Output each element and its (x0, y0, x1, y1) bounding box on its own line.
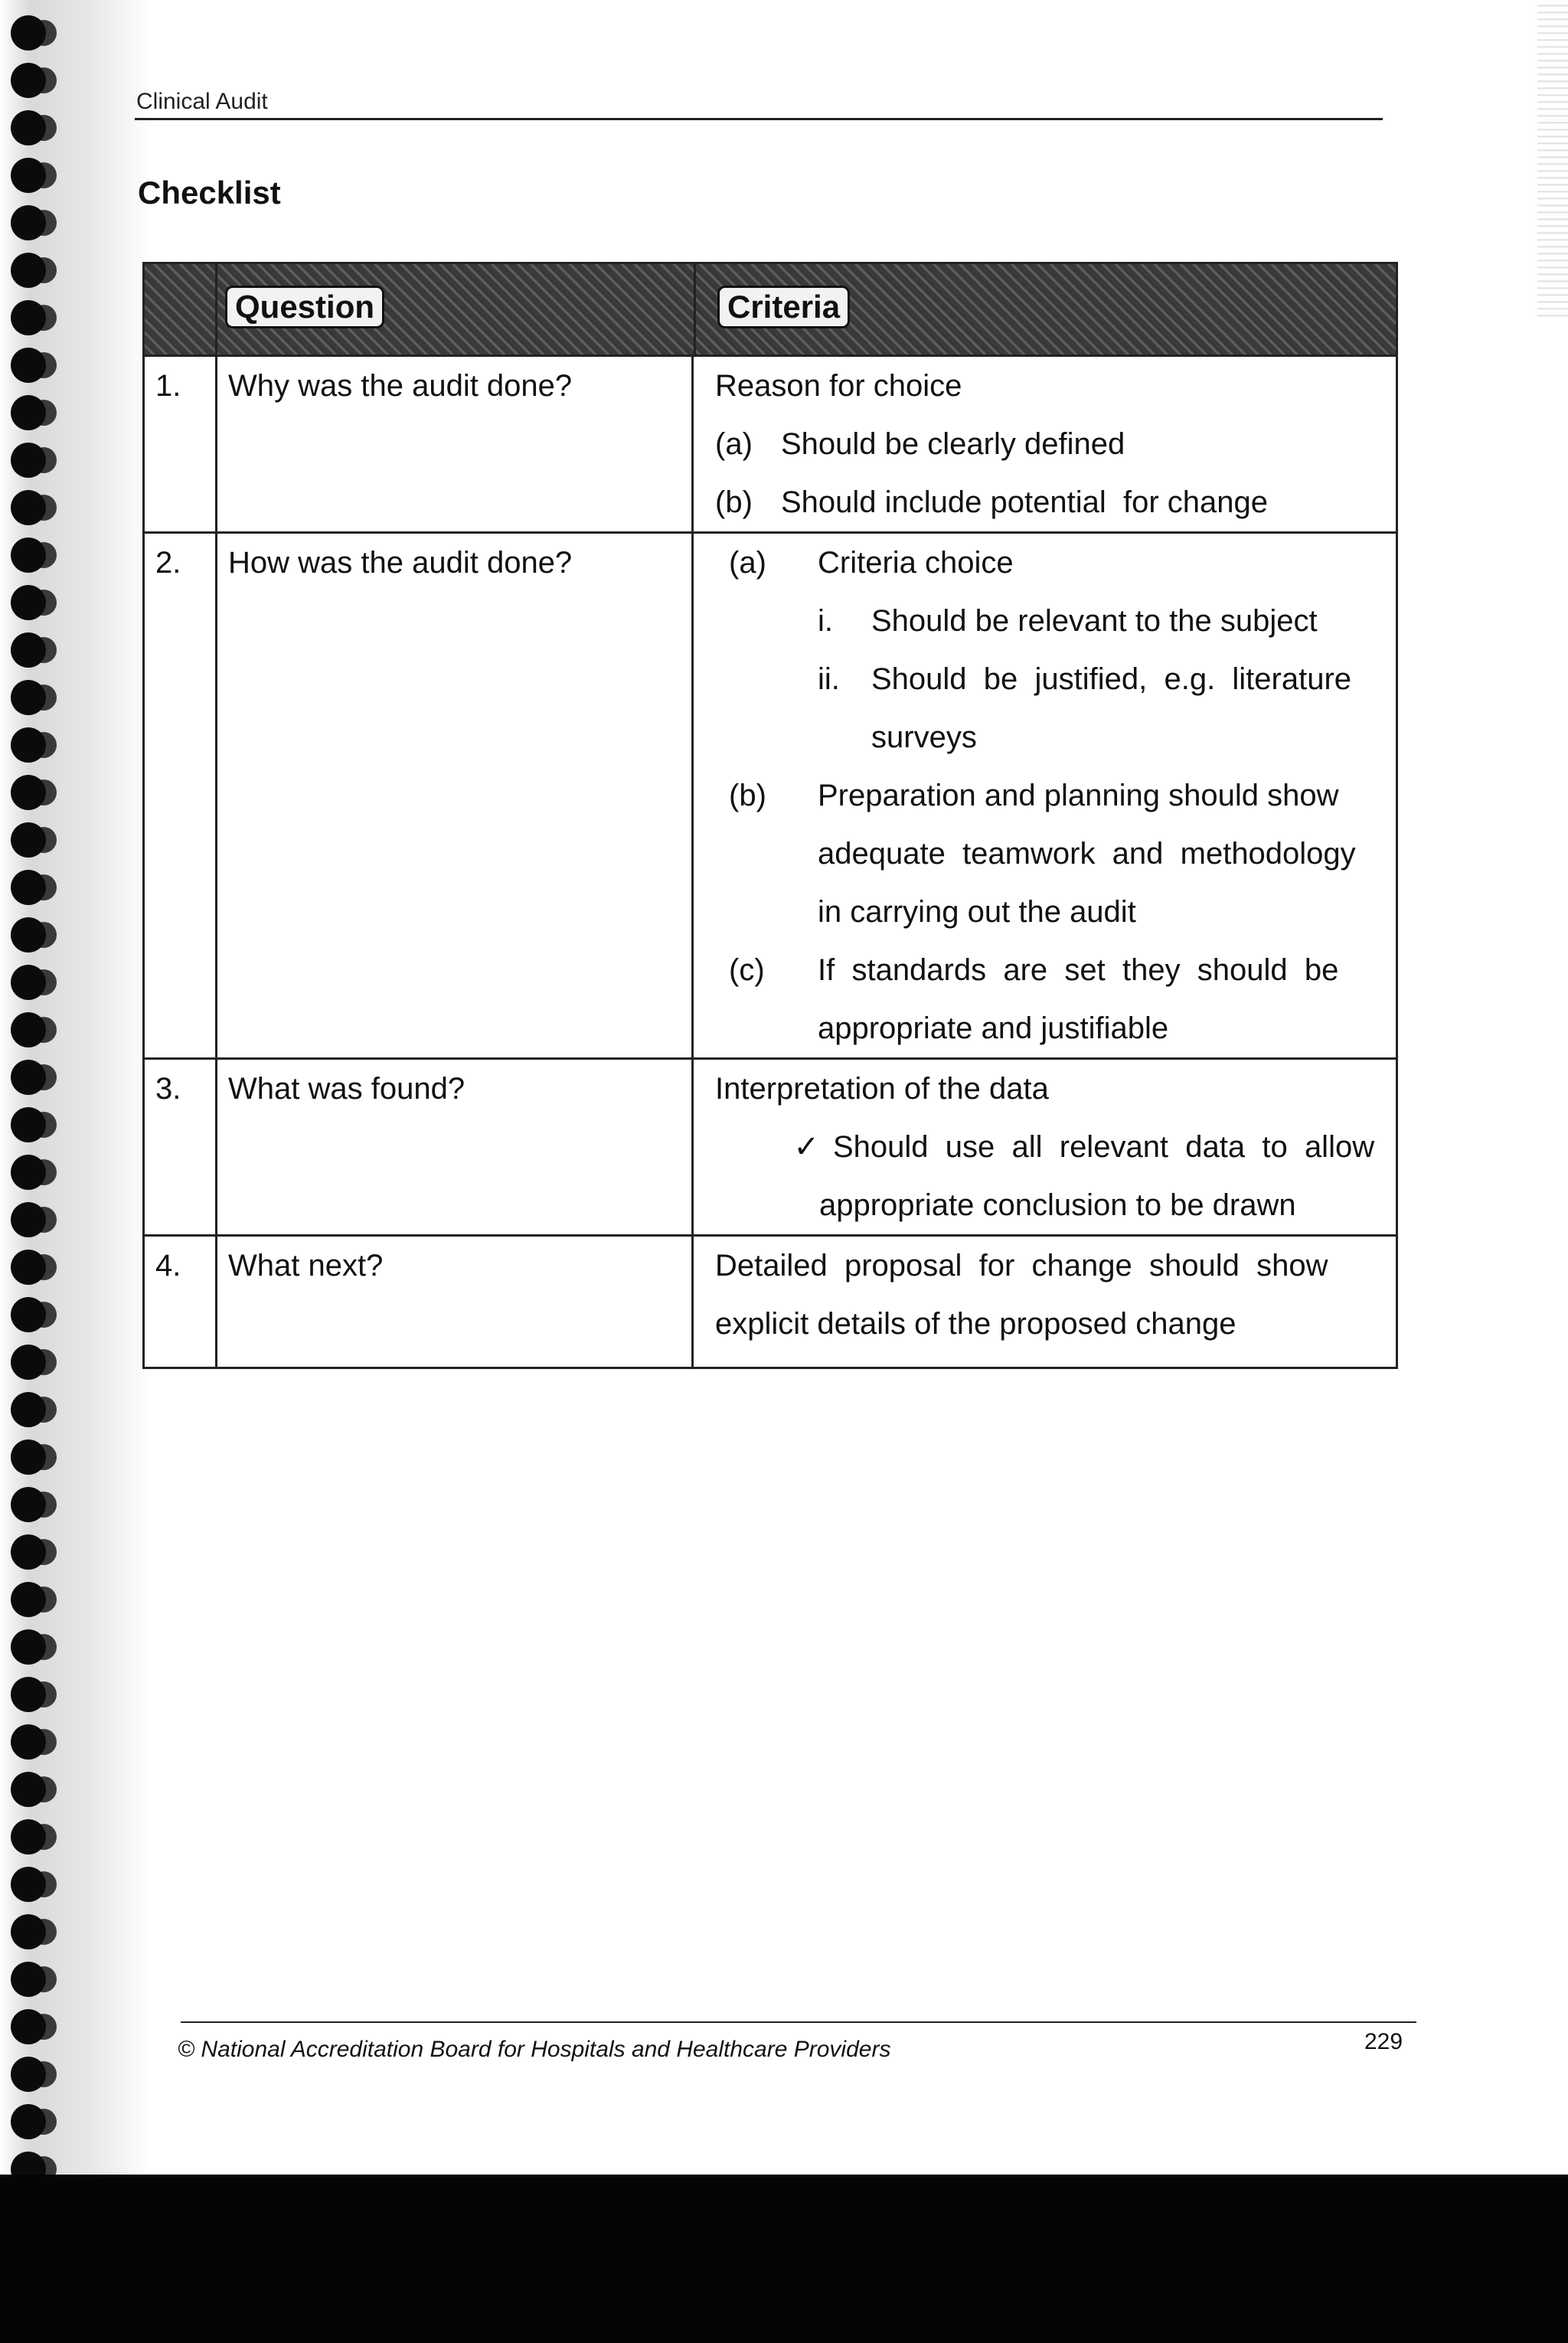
binding-hole (11, 348, 46, 383)
binding-hole (11, 1867, 46, 1902)
subitem-marker: ii. (818, 662, 840, 696)
table-header (145, 264, 1396, 357)
binding-hole (11, 1060, 46, 1095)
binding-hole (11, 965, 46, 1000)
binding-hole (11, 2057, 46, 2092)
subitem-text: Should be justified, e.g. literature (871, 662, 1352, 696)
binding-hole (11, 1914, 46, 1949)
row-number: 2. (155, 546, 181, 580)
item-continuation: in carrying out the audit (818, 895, 1136, 929)
row-question: How was the audit done? (215, 534, 691, 1057)
binding-hole (11, 253, 46, 288)
item-marker: (b) (715, 485, 753, 519)
binding-hole (11, 1819, 46, 1854)
binding-hole (11, 1155, 46, 1190)
binding-hole (11, 2104, 46, 2139)
binding-hole (11, 727, 46, 763)
criteria-item (715, 473, 1388, 531)
binding-hole (11, 1250, 46, 1285)
table-row (145, 1060, 1396, 1237)
binding-hole (11, 1392, 46, 1427)
binding-hole (11, 300, 46, 335)
binding-hole (11, 1439, 46, 1475)
table-row (145, 357, 1396, 534)
item-text: Should include potential for change (781, 485, 1269, 519)
row-question: Why was the audit done? (215, 357, 691, 531)
binding-hole (11, 1202, 46, 1237)
header-number-cell (145, 264, 215, 355)
binding-hole (11, 1772, 46, 1807)
binding-hole (11, 15, 46, 51)
binding-hole (11, 538, 46, 573)
criteria-item (715, 415, 1388, 473)
column-header-criteria: Criteria (717, 286, 850, 328)
item-marker: (a) (729, 546, 766, 580)
binding-hole (11, 870, 46, 905)
binding-hole (11, 1962, 46, 1997)
binding-strip (0, 0, 153, 2343)
binding-hole (11, 63, 46, 98)
binding-hole (11, 775, 46, 810)
item-text: Preparation and planning should show (818, 779, 1339, 812)
header-question-cell (215, 264, 694, 355)
binding-hole (11, 1724, 46, 1760)
binding-hole (11, 1582, 46, 1617)
item-continuation: appropriate and justifiable (818, 1011, 1169, 1045)
row-criteria (691, 1060, 1396, 1234)
check-mark-icon: ✓ (793, 1130, 819, 1164)
header-rule (135, 118, 1383, 120)
binding-hole (11, 110, 46, 145)
subitem-text: Should be relevant to the subject (871, 604, 1318, 638)
subitem-marker: i. (818, 604, 833, 638)
header-criteria-cell (694, 264, 1396, 355)
binding-hole (11, 1297, 46, 1332)
binding-hole (11, 585, 46, 620)
scan-border-bar (0, 2175, 1568, 2343)
criteria-intro: Interpretation of the data (715, 1072, 1049, 1106)
item-marker: (a) (715, 427, 753, 461)
binding-hole (11, 632, 46, 668)
item-text: Criteria choice (818, 546, 1014, 580)
criteria-line: Detailed proposal for change should show (715, 1249, 1328, 1283)
footer-copyright: © National Accreditation Board for Hospitals and Healthcare Providers (178, 2037, 891, 2062)
table-row (145, 1237, 1396, 1367)
criteria-check-item (715, 1118, 1388, 1176)
binding-hole (11, 680, 46, 715)
binding-hole (11, 1534, 46, 1570)
scan-edge-noise (1537, 0, 1568, 322)
column-header-question: Question (225, 286, 384, 328)
criteria-subitem (818, 650, 1388, 708)
item-text: If standards are set they should be (818, 953, 1339, 987)
binding-hole (11, 822, 46, 858)
binding-hole (11, 1012, 46, 1047)
subitem-continuation: surveys (871, 721, 977, 754)
binding-hole (11, 395, 46, 430)
row-number: 3. (155, 1072, 181, 1106)
row-number: 4. (155, 1249, 181, 1283)
row-question: What was found? (215, 1060, 691, 1234)
item-marker: (b) (729, 779, 766, 812)
binding-hole (11, 1487, 46, 1522)
criteria-line: explicit details of the proposed change (715, 1307, 1236, 1341)
binding-hole (11, 1345, 46, 1380)
row-question: What next? (215, 1237, 691, 1367)
binding-hole (11, 1107, 46, 1142)
binding-hole (11, 917, 46, 953)
row-number: 1. (155, 369, 181, 403)
page-number: 229 (1364, 2029, 1403, 2054)
binding-hole (11, 443, 46, 478)
check-item-continuation: appropriate conclusion to be drawn (819, 1188, 1296, 1222)
table-row (145, 534, 1396, 1060)
binding-hole (11, 2009, 46, 2044)
item-text: Should be clearly defined (781, 427, 1125, 461)
criteria-subitem (818, 592, 1388, 650)
criteria-item (729, 766, 1388, 825)
running-header: Clinical Audit (136, 89, 268, 114)
row-criteria (691, 1237, 1396, 1367)
criteria-item (729, 941, 1388, 999)
row-criteria (691, 357, 1396, 531)
footer-rule (181, 2021, 1416, 2023)
check-item-text: Should use all relevant data to allow (833, 1130, 1375, 1164)
binding-hole (11, 205, 46, 240)
binding-hole (11, 1677, 46, 1712)
item-continuation: adequate teamwork and methodology (818, 837, 1356, 871)
binding-hole (11, 158, 46, 193)
item-marker: (c) (729, 953, 765, 987)
checklist-table (142, 262, 1398, 1369)
binding-hole (11, 490, 46, 525)
criteria-item (729, 534, 1388, 592)
page-title: Checklist (138, 175, 281, 211)
binding-hole (11, 1629, 46, 1665)
criteria-intro: Reason for choice (715, 369, 962, 403)
row-criteria (691, 534, 1396, 1057)
